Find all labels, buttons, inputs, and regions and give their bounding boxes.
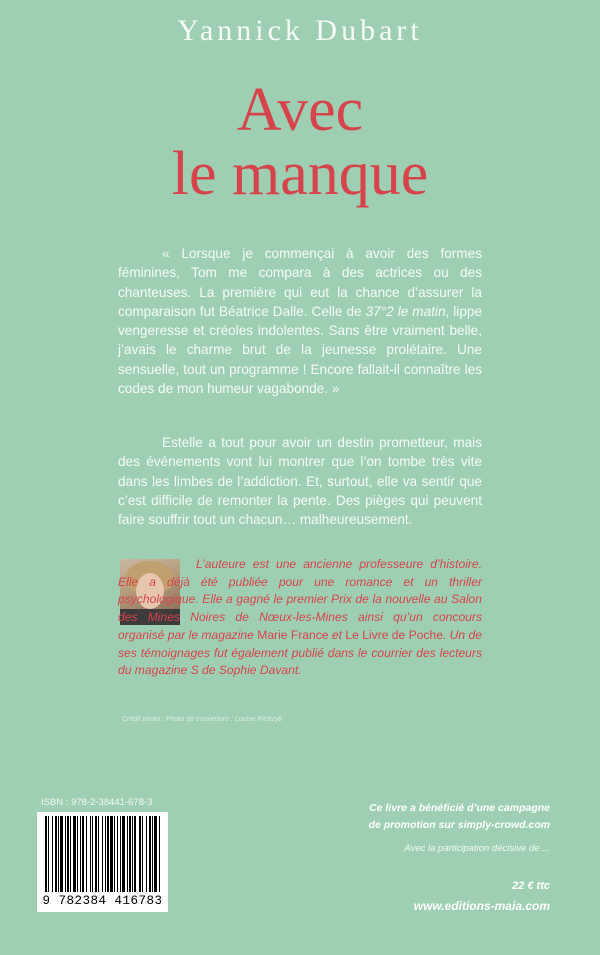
barcode-bar	[77, 816, 78, 892]
barcode-bar	[65, 816, 66, 892]
promo-line-1: Ce livre a bénéficié d’une campagne	[369, 802, 550, 814]
book-summary	[118, 433, 482, 529]
barcode-bar	[110, 816, 113, 892]
barcode-bar	[60, 816, 63, 892]
promo-line-2: de promotion sur simply-crowd.com	[368, 819, 550, 831]
barcode-bar	[132, 816, 133, 892]
bio-text-1: L’auteure est une ancienne professeure d’histoire. Elle a déjà été publiée pour une romance et un thriller psychologique. Elle a gagné le premier Prix de la nouvelle au Salon des Mines Noires de Nœux-les-Mines ainsi qu’un concours organisé par le magazine	[118, 557, 482, 642]
summary-text: Estelle a tout pour avoir un destin prometteur, mais des événements vont lui montrer que l’on tombe très vite dans les limbes de l’addiction. Et, surtout, elle va sentir que c’est difficile de remonter la pente. Des pièges qui peuvent faire souffrir tout un chacun… malheureusement.	[118, 435, 482, 528]
barcode-bar	[107, 816, 109, 892]
isbn-label: ISBN : 978-2-38441-678-3	[41, 797, 153, 808]
book-title	[0, 78, 600, 206]
barcode-number: 9 782384 416783	[42, 894, 163, 908]
barcode-bar	[139, 816, 141, 892]
promo-note	[369, 800, 550, 834]
barcode-bar	[73, 816, 76, 892]
barcode-bar	[45, 816, 47, 892]
quote-text-2: , lippe vengeresse et créoles indolentes. Sans être vraiment belle, j’avais le charme brut de la jeunesse prolétaire. Une sensuelle, tout un programme ! Encore fallait-il connaître les codes de mon humeur vagabonde. »	[118, 303, 483, 397]
bio-text-3: . Un de ses témoignages fut également publié dans le courrier des lecteurs du magazine S de Sophie Davant.	[118, 627, 482, 678]
barcode-bar	[154, 816, 157, 892]
barcode-bar	[55, 816, 57, 892]
author-bio	[118, 556, 482, 680]
barcode-bar	[152, 816, 153, 892]
book-title-line-1: Avec	[236, 76, 364, 144]
barcode-bar	[70, 816, 71, 892]
barcode-bar	[127, 816, 128, 892]
back-cover-quote	[118, 244, 482, 398]
barcode-bar	[52, 816, 53, 892]
barcode-bar	[80, 816, 81, 892]
author-name: Yannick Dubart	[177, 14, 423, 47]
bio-text-2: et	[328, 627, 346, 642]
barcode-bar	[86, 816, 87, 892]
book-title-line-2: le manque	[171, 140, 429, 208]
barcode-bar	[146, 816, 147, 892]
barcode-bar	[142, 816, 143, 892]
publisher-website: www.editions-maia.com	[413, 899, 550, 913]
barcode-bar	[105, 816, 106, 892]
barcode-bar	[98, 816, 99, 892]
barcode-bar	[149, 816, 151, 892]
magazine-name: Marie France	[257, 627, 329, 642]
barcode-bar	[82, 816, 84, 892]
barcode-bar	[122, 816, 125, 892]
barcode-bar	[159, 816, 160, 892]
film-title: 37°2 le matin	[365, 303, 446, 319]
partner-note: Avec la participation décisive de ...	[404, 843, 550, 854]
barcode-bars	[37, 812, 168, 894]
barcode-bar	[67, 816, 69, 892]
barcode-bar	[58, 816, 59, 892]
publisher-name: Le Livre de Poche	[345, 627, 443, 642]
barcode-bar	[90, 816, 91, 892]
barcode-bar	[48, 816, 49, 892]
barcode-bar	[102, 816, 103, 892]
barcode-bar	[134, 816, 136, 892]
barcode-bar	[117, 816, 118, 892]
barcode-bar	[114, 816, 115, 892]
barcode-bar	[92, 816, 93, 892]
barcode-bar	[95, 816, 97, 892]
photo-credit: Crédit photo : Photo de couverture : Louise Pietrzyk	[122, 716, 283, 723]
barcode-bar	[120, 816, 121, 892]
barcode	[37, 812, 168, 912]
barcode-bar	[129, 816, 131, 892]
price: 22 € ttc	[512, 880, 550, 892]
quote-text-1: « Lorsque je commençai à avoir des formes féminines, Tom me compara à des actrices ou des chanteuses. La première qui eut la chance d’assurer la comparaison fut Béatrice Dalle. Celle de	[118, 246, 482, 319]
